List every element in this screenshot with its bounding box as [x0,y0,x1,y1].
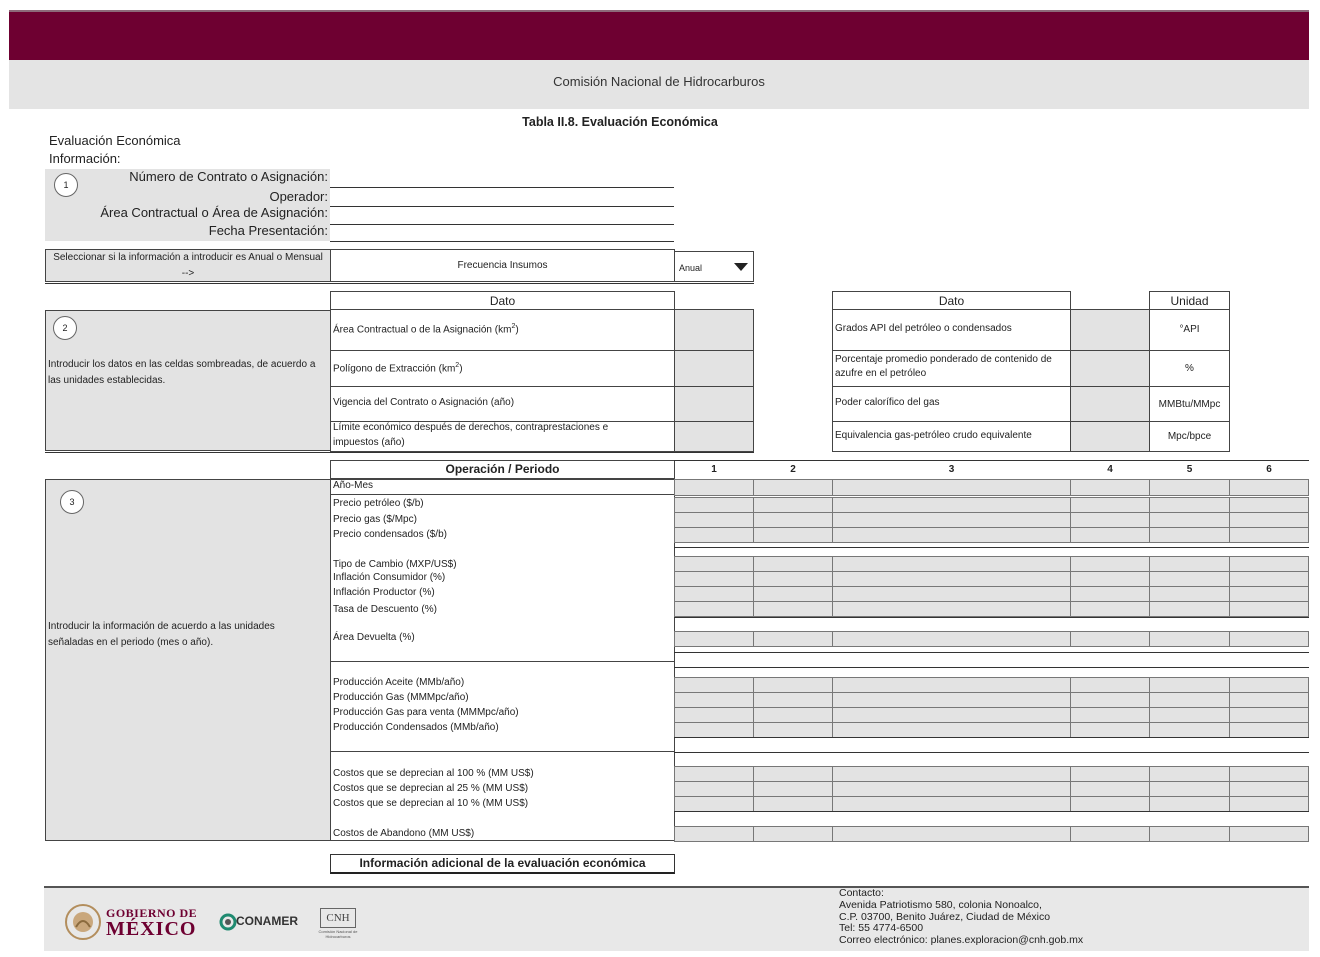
input-limite-economico[interactable] [674,421,754,452]
input-produccion-condensados-p2[interactable] [753,722,833,738]
additional-info-header: Información adicional de la evaluación económica [330,854,675,874]
input-produccion-gas-venta-p2[interactable] [753,707,833,723]
contact-address-2: C.P. 03700, Benito Juárez, Ciudad de México [839,910,1051,923]
input-tipo-cambio-p6[interactable] [1229,556,1309,572]
grid-separator [674,617,1309,618]
input-area-devuelta-p3[interactable] [832,631,1071,647]
input-precio-petroleo-p2[interactable] [753,497,833,513]
input-precio-petroleo-p1[interactable] [674,497,754,513]
field-input-operator[interactable] [330,188,674,207]
field-label-area: Área Contractual o Área de Asignación: [100,205,328,220]
field-input-date[interactable] [330,225,674,242]
row-precio-gas: Precio gas ($/Mpc) [333,514,417,525]
grid-separator [674,667,1309,668]
dato-vigencia: Vigencia del Contrato o Asignación (año) [333,397,515,408]
cnh-logo-sub: Comisión Nacional de Hidrocarburos [318,929,358,939]
field-input-area[interactable] [330,207,674,225]
unit-api: °API [1149,309,1230,351]
row-area-devuelta: Área Devuelta (%) [333,632,415,643]
dato-equivalencia: Equivalencia gas-petróleo crudo equivalente [835,430,1032,441]
input-tipo-cambio-p3[interactable] [832,556,1071,572]
input-produccion-condensados-p3[interactable] [832,722,1071,738]
grid-separator [674,737,1309,738]
contact-phone: Tel: 55 4774-6500 [839,922,924,935]
frequency-selected-value: Anual [679,263,703,273]
org-bar [9,60,1309,109]
input-costos-abandono-p5[interactable] [1149,826,1230,842]
row-costos-10: Costos que se deprecian al 10 % (MM US$) [333,798,529,809]
input-costos-25-p1[interactable] [674,781,754,797]
input-costos-100-p6[interactable] [1229,766,1309,782]
row-produccion-gas-venta: Producción Gas para venta (MMMpc/año) [333,707,519,718]
header-bar [9,10,1309,62]
contact-title: Contacto: [839,887,884,899]
input-costos-100-p4[interactable] [1070,766,1150,782]
input-costos-25-p2[interactable] [753,781,833,797]
input-grados-api[interactable] [1070,309,1150,351]
dato-poder-calorifico: Poder calorífico del gas [835,397,940,408]
input-produccion-gas-venta-p3[interactable] [832,707,1071,723]
input-precio-petroleo-p3[interactable] [832,497,1071,513]
input-inflacion-productor-p1[interactable] [674,586,754,602]
row-costos-100: Costos que se deprecian al 100 % (MM US$) [333,768,534,779]
input-area-devuelta-p1[interactable] [674,631,754,647]
section3-panel [45,479,331,841]
row-costos-abandono: Costos de Abandono (MM US$) [333,828,475,839]
period-5: 5 [1186,464,1193,475]
input-produccion-gas-venta-p4[interactable] [1070,707,1150,723]
input-produccion-aceite-p3[interactable] [832,677,1071,693]
input-precio-gas-p4[interactable] [1070,512,1150,528]
input-tipo-cambio-p1[interactable] [674,556,754,572]
input-poligono[interactable] [674,350,754,387]
input-costos-abandono-p6[interactable] [1229,826,1309,842]
input-precio-petroleo-p6[interactable] [1229,497,1309,513]
input-costos-10-p2[interactable] [753,796,833,812]
input-produccion-aceite-p1[interactable] [674,677,754,693]
row-produccion-gas: Producción Gas (MMMpc/año) [333,692,469,703]
unit-mmbtu: MMBtu/MMpc [1149,386,1230,422]
input-area-devuelta-p6[interactable] [1229,631,1309,647]
dato-limite-economico: Límite económico después de derechos, contraprestaciones e impuestos (año) [333,422,609,448]
section2-badge: 2 [53,316,77,340]
input-tasa-descuento-p3[interactable] [832,601,1071,617]
input-produccion-gas-p3[interactable] [832,692,1071,708]
row-produccion-aceite: Producción Aceite (MMb/año) [333,677,465,688]
input-inflacion-productor-p3[interactable] [832,586,1071,602]
row-precio-petroleo: Precio petróleo ($/b) [333,498,424,509]
field-label-date: Fecha Presentación: [208,223,328,238]
row-produccion-condensados: Producción Condensados (MMb/año) [333,722,499,733]
period-3: 3 [948,464,955,475]
unit-mpc-bpce: Mpc/bpce [1149,421,1230,452]
input-produccion-gas-venta-p5[interactable] [1149,707,1230,723]
input-produccion-gas-p6[interactable] [1229,692,1309,708]
input-costos-25-p5[interactable] [1149,781,1230,797]
row-precio-condensados: Precio condensados ($/b) [333,529,447,540]
input-precio-condensados-p6[interactable] [1229,527,1309,543]
section3-badge: 3 [60,490,84,514]
org-name: Comisión Nacional de Hidrocarburos [553,74,765,89]
input-costos-10-p6[interactable] [1229,796,1309,812]
input-produccion-gas-venta-p1[interactable] [674,707,754,723]
input-poder-calorifico[interactable] [1070,386,1150,422]
input-produccion-gas-p5[interactable] [1149,692,1230,708]
input-ano-mes-p1[interactable] [674,479,754,496]
input-costos-100-p2[interactable] [753,766,833,782]
input-ano-mes-p6[interactable] [1229,479,1309,496]
gob-line1: GOBIERNO DE [106,906,198,920]
input-produccion-condensados-p4[interactable] [1070,722,1150,738]
input-area-devuelta-p4[interactable] [1070,631,1150,647]
input-precio-condensados-p2[interactable] [753,527,833,543]
input-precio-petroleo-p4[interactable] [1070,497,1150,513]
coat-of-arms-icon [64,903,102,941]
input-costos-abandono-p4[interactable] [1070,826,1150,842]
row-tipo-cambio: Tipo de Cambio (MXP/US$) [333,559,457,570]
input-produccion-aceite-p4[interactable] [1070,677,1150,693]
input-inflacion-productor-p6[interactable] [1229,586,1309,602]
row-ano-mes: Año-Mes [333,480,374,491]
unit-percent: % [1149,350,1230,387]
input-inflacion-productor-p5[interactable] [1149,586,1230,602]
row-inflacion-consumidor: Inflación Consumidor (%) [333,572,446,583]
field-label-contract: Número de Contrato o Asignación: [129,169,328,184]
contact-block [839,888,1083,947]
input-inflacion-consumidor-p4[interactable] [1070,571,1150,587]
row-tasa-descuento: Tasa de Descuento (%) [333,604,437,615]
contact-address-1: Avenida Patriotismo 580, colonia Nonoalco, [839,898,1042,911]
intro-title: Evaluación Económica [49,133,181,148]
grid-separator [674,811,1309,812]
input-costos-abandono-p2[interactable] [753,826,833,842]
input-costos-25-p4[interactable] [1070,781,1150,797]
input-tipo-cambio-p5[interactable] [1149,556,1230,572]
input-costos-10-p3[interactable] [832,796,1071,812]
input-tasa-descuento-p6[interactable] [1229,601,1309,617]
dato-azufre: Porcentaje promedio ponderado de contenido de azufre en el petróleo [835,354,1052,379]
input-inflacion-consumidor-p3[interactable] [832,571,1071,587]
operacion-periodo-header: Operación / Periodo [330,460,675,479]
input-inflacion-productor-p2[interactable] [753,586,833,602]
input-costos-100-p3[interactable] [832,766,1071,782]
row-costos-25: Costos que se deprecian al 25 % (MM US$) [333,783,529,794]
gob-line2: MÉXICO [106,918,197,940]
unit-header: Unidad [1149,291,1230,310]
input-area-devuelta-p2[interactable] [753,631,833,647]
input-ano-mes-p5[interactable] [1149,479,1230,496]
section1-badge: 1 [54,173,78,197]
input-azufre[interactable] [1070,350,1150,387]
input-precio-condensados-p3[interactable] [832,527,1071,543]
input-precio-condensados-p5[interactable] [1149,527,1230,543]
input-costos-25-p6[interactable] [1229,781,1309,797]
input-tasa-descuento-p2[interactable] [753,601,833,617]
input-produccion-gas-venta-p6[interactable] [1229,707,1309,723]
input-precio-condensados-p1[interactable] [674,527,754,543]
input-precio-petroleo-p5[interactable] [1149,497,1230,513]
contact-email[interactable]: Correo electrónico: planes.exploracion@cnh.gob.mx [839,934,1084,947]
input-costos-100-p5[interactable] [1149,766,1230,782]
period-2: 2 [790,464,796,475]
input-inflacion-consumidor-p5[interactable] [1149,571,1230,587]
section3-instruction: Introducir la información de acuerdo a las unidades señaladas en el periodo (mes o año). [48,621,275,648]
input-precio-gas-p2[interactable] [753,512,833,528]
conamer-logo-icon [219,913,237,931]
input-produccion-aceite-p2[interactable] [753,677,833,693]
field-input-contract[interactable] [330,169,674,188]
input-tipo-cambio-p4[interactable] [1070,556,1150,572]
input-inflacion-consumidor-p2[interactable] [753,571,833,587]
period-6: 6 [1266,464,1272,475]
period-1: 1 [711,464,717,475]
input-precio-gas-p1[interactable] [674,512,754,528]
input-produccion-condensados-p1[interactable] [674,722,754,738]
section2-left-header: Dato [330,291,675,310]
input-precio-gas-p3[interactable] [832,512,1071,528]
input-inflacion-consumidor-p6[interactable] [1229,571,1309,587]
input-vigencia[interactable] [674,386,754,422]
section2-right-header: Dato [832,291,1071,310]
input-inflacion-productor-p4[interactable] [1070,586,1150,602]
grid-separator [674,547,1309,548]
input-area-devuelta-p5[interactable] [1149,631,1230,647]
input-precio-condensados-p4[interactable] [1070,527,1150,543]
intro-info: Información: [49,151,121,166]
input-ano-mes-p2[interactable] [753,479,833,496]
dato-area-contractual: Área Contractual o de la Asignación $(km^2)$ [333,323,519,336]
input-tasa-descuento-p1[interactable] [674,601,754,617]
input-costos-10-p1[interactable] [674,796,754,812]
input-tasa-descuento-p4[interactable] [1070,601,1150,617]
input-tasa-descuento-p5[interactable] [1149,601,1230,617]
input-costos-100-p1[interactable] [674,766,754,782]
input-equivalencia[interactable] [1070,421,1150,452]
input-produccion-gas-p1[interactable] [674,692,754,708]
input-ano-mes-p4[interactable] [1070,479,1150,496]
input-produccion-gas-p2[interactable] [753,692,833,708]
input-inflacion-consumidor-p1[interactable] [674,571,754,587]
input-area-contractual[interactable] [674,309,754,351]
input-costos-10-p4[interactable] [1070,796,1150,812]
section2-instruction: Introducir los datos en las celdas sombreadas, de acuerdo a las unidades establecidas. [48,359,316,386]
cnh-logo: CNH [320,908,356,928]
input-costos-abandono-p3[interactable] [832,826,1071,842]
input-ano-mes-p3[interactable] [832,479,1071,496]
table-title: Tabla II.8. Evaluación Económica [522,115,718,129]
period-4: 4 [1107,464,1113,475]
input-costos-abandono-p1[interactable] [674,826,754,842]
input-produccion-condensados-p6[interactable] [1229,722,1309,738]
input-precio-gas-p5[interactable] [1149,512,1230,528]
input-produccion-aceite-p6[interactable] [1229,677,1309,693]
input-produccion-condensados-p5[interactable] [1149,722,1230,738]
frequency-instruction: Seleccionar si la información a introducir es Anual o Mensual --> [53,252,323,279]
frequency-label: Frecuencia Insumos [457,260,548,271]
input-tipo-cambio-p2[interactable] [753,556,833,572]
input-costos-25-p3[interactable] [832,781,1071,797]
grid-separator [674,652,1309,653]
conamer-logo: CONAMER [236,914,298,928]
row-inflacion-productor: Inflación Productor (%) [333,587,435,598]
dato-poligono: Polígono de Extracción $(km^2)$ [333,362,463,375]
field-label-operator: Operador: [269,189,328,204]
grid-separator [674,752,1309,753]
input-precio-gas-p6[interactable] [1229,512,1309,528]
input-costos-10-p5[interactable] [1149,796,1230,812]
dato-grados-api: Grados API del petróleo o condensados [835,323,1012,334]
input-produccion-aceite-p5[interactable] [1149,677,1230,693]
chevron-down-icon[interactable] [734,263,748,271]
input-produccion-gas-p4[interactable] [1070,692,1150,708]
